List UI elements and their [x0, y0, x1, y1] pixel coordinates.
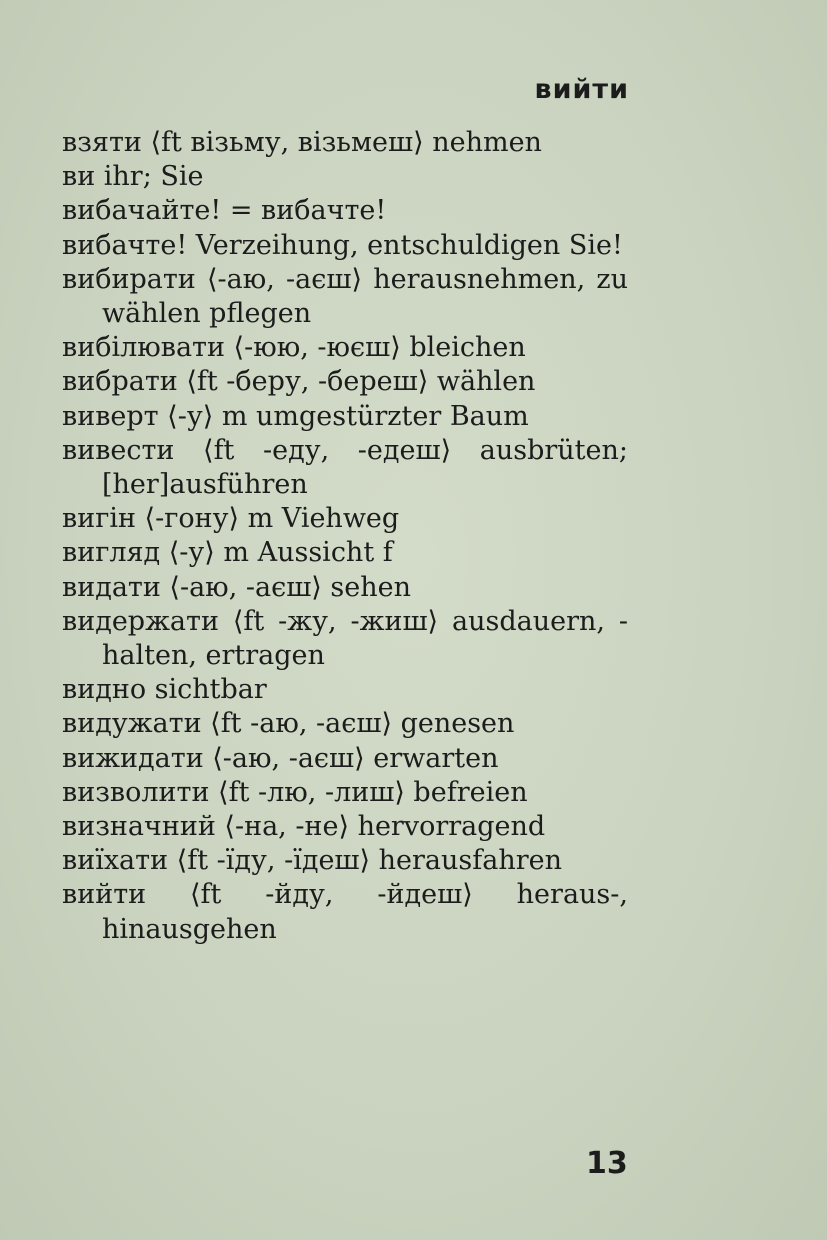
dictionary-entry: вивести ⟨ft -еду, -едеш⟩ ausbrüten; [her]ausführen	[62, 434, 628, 501]
dictionary-entry: видати ⟨-аю, -аєш⟩ sehen	[62, 571, 412, 603]
dictionary-entry: вибачте! Verzeihung, entschuldigen Sie!	[62, 229, 623, 261]
dictionary-entry: вибачайте! = вибачте!	[62, 195, 387, 227]
page-number: 13	[586, 1146, 628, 1181]
dictionary-entry: взяти ⟨ft візьму, візьмеш⟩ nehmen	[62, 127, 542, 158]
dictionary-entry: вигляд ⟨-у⟩ m Aussicht f	[62, 537, 393, 569]
dictionary-entry: видужати ⟨ft -аю, -аєш⟩ genesen	[62, 708, 515, 740]
dictionary-entry: виверт ⟨-у⟩ m umgestürzter Baum	[62, 400, 529, 432]
dictionary-entry: вибілювати ⟨-юю, -юєш⟩ bleichen	[62, 332, 526, 364]
dictionary-entry: видно sichtbar	[62, 674, 267, 706]
dictionary-entry: вибирати ⟨-аю, -аєш⟩ herausnehmen, zu wählen pflegen	[62, 263, 628, 330]
dictionary-entry: виїхати ⟨ft -їду, -їдеш⟩ herausfahren	[62, 845, 563, 877]
running-head: вийти	[534, 74, 629, 105]
dictionary-entry: визволити ⟨ft -лю, -лиш⟩ befreien	[62, 776, 528, 808]
entry-list	[62, 126, 628, 947]
dictionary-entry: вийти ⟨ft -йду, -йдеш⟩ heraus-, hinausgehen	[62, 879, 628, 945]
dictionary-entry: видержати ⟨ft -жу, -жиш⟩ ausdauern, -halten, ertragen	[62, 605, 628, 672]
dictionary-entry: вибрати ⟨ft -беру, -береш⟩ wählen	[62, 366, 536, 398]
dictionary-entry: вигін ⟨-гону⟩ m Viehweg	[62, 503, 400, 535]
dictionary-entry: визначний ⟨-на, -не⟩ hervorragend	[62, 811, 546, 843]
dictionary-entry: ви ihr; Sie	[62, 161, 204, 193]
dictionary-entry: вижидати ⟨-аю, -аєш⟩ erwarten	[62, 742, 499, 774]
